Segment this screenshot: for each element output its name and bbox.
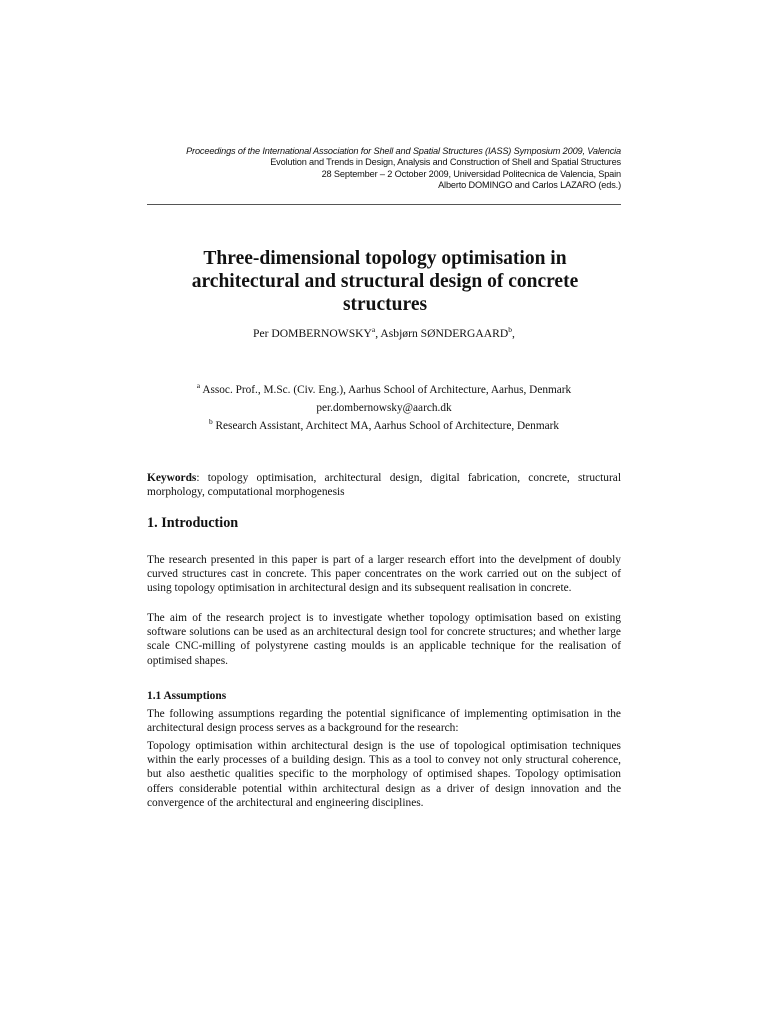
title-line-1: Three-dimensional topology optimisation in xyxy=(203,248,567,269)
author-list xyxy=(147,327,621,342)
running-header xyxy=(147,146,621,192)
keywords-text: : topology optimisation, architectural design, digital fabrication, concrete, structural morphology, computational morphogenesis xyxy=(147,472,621,499)
affiliation-mark: a xyxy=(196,381,201,390)
title-line-2: architectural and structural design of concrete xyxy=(191,271,579,292)
header-line-editors: Alberto DOMINGO and Carlos LAZARO (eds.) xyxy=(438,180,621,191)
intro-paragraph-1: The research presented in this paper is part of a larger research effort into the develpment of doubly curved structures cast in concrete. This paper concentrates on the work carried out on the subject of using topology optimisation in architectural design and its subsequent realisation in concrete. xyxy=(147,554,621,595)
affiliation-a xyxy=(147,383,621,398)
header-line-dates: 28 September – 2 October 2009, Universidad Politecnica de Valencia, Spain xyxy=(321,168,621,179)
author-name: Per DOMBERNOWSKY xyxy=(253,327,372,340)
author-name: Asbjørn SØNDERGAARD xyxy=(380,327,509,340)
subsection-heading-assumptions: 1.1 Assumptions xyxy=(147,690,227,702)
author-separator: , xyxy=(375,327,381,340)
assumptions-paragraph-2: Topology optimisation within architectural design is the use of topological optimisation techniques within the early processes of a building design. This as a tool to convey not only structural coherence, but also aesthetic qualities specific to the morphology of optimised shapes. Topology optimisation offers considerable potential within architectural design as a driver of design innovation and the convergence of the architectural and engineering disciplines. xyxy=(147,740,621,809)
author-email: per.dombernowsky@aarch.dk xyxy=(316,402,452,414)
intro-paragraph-2: The aim of the research project is to investigate whether topology optimisation based on existing software solutions can be used as an architectural design tool for concrete structures; and whether large scale CNC-milling of polystyrene casting moulds is an applicable technique for the realisation of optimised shapes. xyxy=(147,612,621,667)
author-affiliation-mark: b xyxy=(508,325,513,334)
assumptions-paragraph-1: The following assumptions regarding the potential significance of implementing optimisation in the architectural design process serves as a background for the research: xyxy=(147,708,621,735)
section-heading-introduction: 1. Introduction xyxy=(147,515,239,531)
keywords-label: Keywords xyxy=(147,472,197,484)
author-affiliation-mark: a xyxy=(371,325,376,334)
affiliation-text: Research Assistant, Architect MA, Aarhus School of Architecture, Denmark xyxy=(212,420,560,432)
author-trailing-comma: , xyxy=(512,327,515,340)
header-line-proceedings: Proceedings of the International Association for Shell and Spatial Structures (IASS) Symposium 2009, Valencia xyxy=(186,146,621,156)
keywords-block xyxy=(147,471,621,499)
affiliation-text: Assoc. Prof., M.Sc. (Civ. Eng.), Aarhus School of Architecture, Aarhus, Denmark xyxy=(200,384,572,396)
affiliation-b xyxy=(147,419,621,434)
header-divider xyxy=(147,204,621,205)
title-line-3: structures xyxy=(342,294,428,315)
header-line-conference: Evolution and Trends in Design, Analysis and Construction of Shell and Spatial Structures xyxy=(270,157,621,168)
affiliation-mark: b xyxy=(208,417,213,426)
paper-title xyxy=(170,247,600,316)
